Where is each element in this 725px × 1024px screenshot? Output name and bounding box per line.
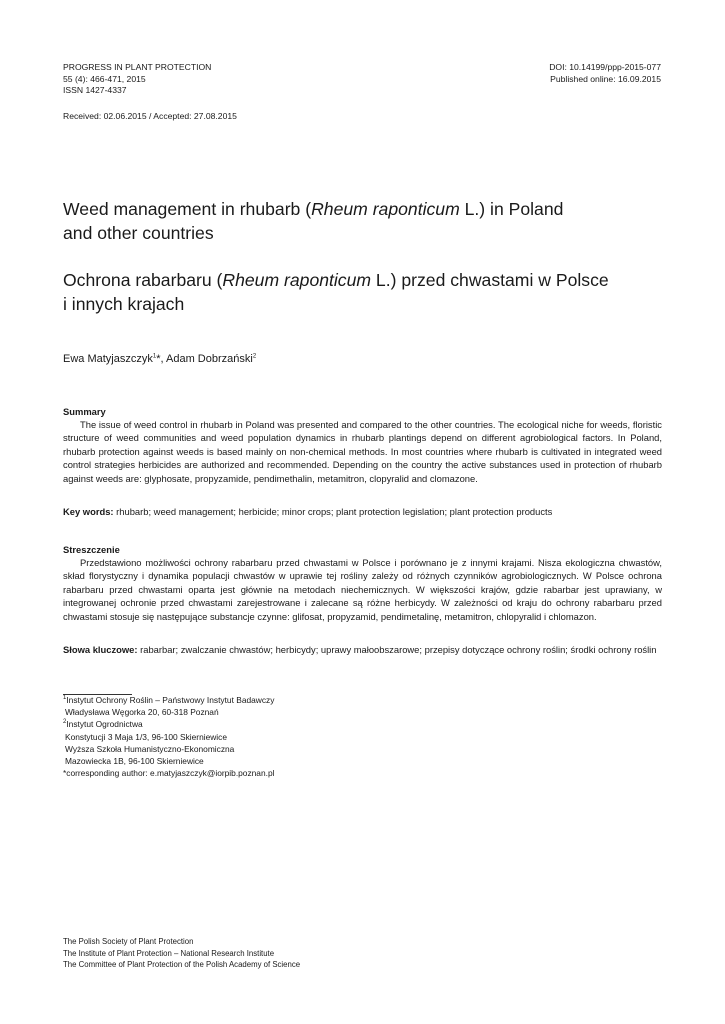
keywords-list: rhubarb; weed management; herbicide; minor crops; plant protection legislation; plant protection products [113, 506, 553, 517]
author-list: Ewa Matyjaszczyk$^1$*, Adam Dobrzański$^2$ [63, 353, 257, 365]
author-1: Ewa Matyjaszczyk [63, 353, 153, 365]
keywords-pl-label: Słowa kluczowe: [63, 644, 138, 655]
published-date: Published online: 16.09.2015 [550, 73, 661, 84]
corresponding-author: *corresponding author: e.matyjaszczyk@iorpib.poznan.pl [63, 768, 275, 779]
streszczenie-section [63, 543, 662, 623]
streszczenie-heading: Streszczenie [63, 544, 120, 555]
keywords-label: Key words: [63, 506, 114, 517]
summary-text: The issue of weed control in rhubarb in Poland was presented and compared to the other countries. The ecological niche for weeds, floristic structure of weed communities and weed population dynamics in rhubarb plantings depend on different agrobiological factors. In Poland, rhubarb protection against weeds is based mainly on non-chemical methods. In most countries where rhubarb is cultivated in integrated weed control strategies herbicides are authorized and recommended. Depending on the country the active substances used in protection of rhubarb against weeds are: glyphosate, propyzamide, pendimethalin, metamitron, clopyralid and clomazone. [63, 419, 662, 484]
keywords-pl-list: rabarbar; zwalczanie chwastów; herbicydy; uprawy małoobszarowe; przepisy dotyczące ochrony roślin; środki ochrony roślin [137, 644, 657, 655]
journal-issn: ISSN 1427-4337 [63, 85, 127, 95]
title-polish-latin: Rheum raponticum [222, 270, 372, 290]
doi-block [549, 62, 661, 85]
streszczenie-text: Przedstawiono możliwości ochrony rabarbaru przed chwastami w Polsce i porównano je z innymi krajami. Nisza ekologiczna chwastów, skład florystyczny i dynamika populacji chwastów w uprawie tej rośliny zależy od różnych czynników agrobiologicznych. W Polsce ochrona rabarbaru przed chwastami oparta jest głównie na metodach niechemicznych. W większości krajów, gdzie rabarbar jest uprawiany, w integrowanej ochronie przed chwastami zarejestrowane i zalecane są różne herbicydy. W zależności od kraju do ochrony rabarbaru przed chwastami stosuje się następujące substancje czynne: glifosat, propyzamid, pendimetalinę, metamitron, chlopyralid i chlomazon. [63, 557, 662, 622]
affiliations-footnote: $^1$Instytut Ochrony Roślin – Państwowy Instytut Badawczy Władysława Węgorka 20, 60-318 Poznań $^2$Instytut Ogrodnictwa Konstytucji 3 Maja 1/3, 96-100 Skierniewice Wyższa Szkoła Humanistyczno-Ekonomiczna Mazowiecka 1B, 96-100 Skierniewice *corresponding author: e.matyjaszczyk@iorpib.poznan.pl [63, 695, 275, 779]
summary-section [63, 405, 662, 485]
journal-volume: 55 (4): 466-471, 2015 [63, 73, 146, 84]
author-2: Adam Dobrzański [166, 353, 253, 365]
keywords-en [63, 505, 662, 518]
title-english: Weed management in rhubarb (Rheum raponticum L.) in Poland and other countries [63, 199, 564, 243]
affiliation-1: Instytut Ochrony Roślin – Państwowy Instytut Badawczy [66, 695, 275, 705]
received-accepted-dates: Received: 02.06.2015 / Accepted: 27.08.2015 [63, 111, 237, 121]
summary-heading: Summary [63, 406, 106, 417]
title-polish: Ochrona rabarbaru (Rheum raponticum L.) przed chwastami w Polsce i innych krajach [63, 270, 609, 314]
affiliation-2: Instytut Ogrodnictwa [66, 719, 143, 730]
publisher-footer: The Polish Society of Plant Protection The Institute of Plant Protection – National Research Institute The Committee of Plant Protection of the Polish Academy of Science [63, 937, 301, 970]
journal-header [63, 62, 211, 97]
journal-name: PROGRESS IN PLANT PROTECTION [63, 62, 212, 72]
title-english-latin: Rheum raponticum [311, 199, 460, 219]
keywords-pl [63, 643, 662, 656]
doi-link[interactable]: DOI: 10.14199/ppp-2015-077 [549, 62, 661, 72]
